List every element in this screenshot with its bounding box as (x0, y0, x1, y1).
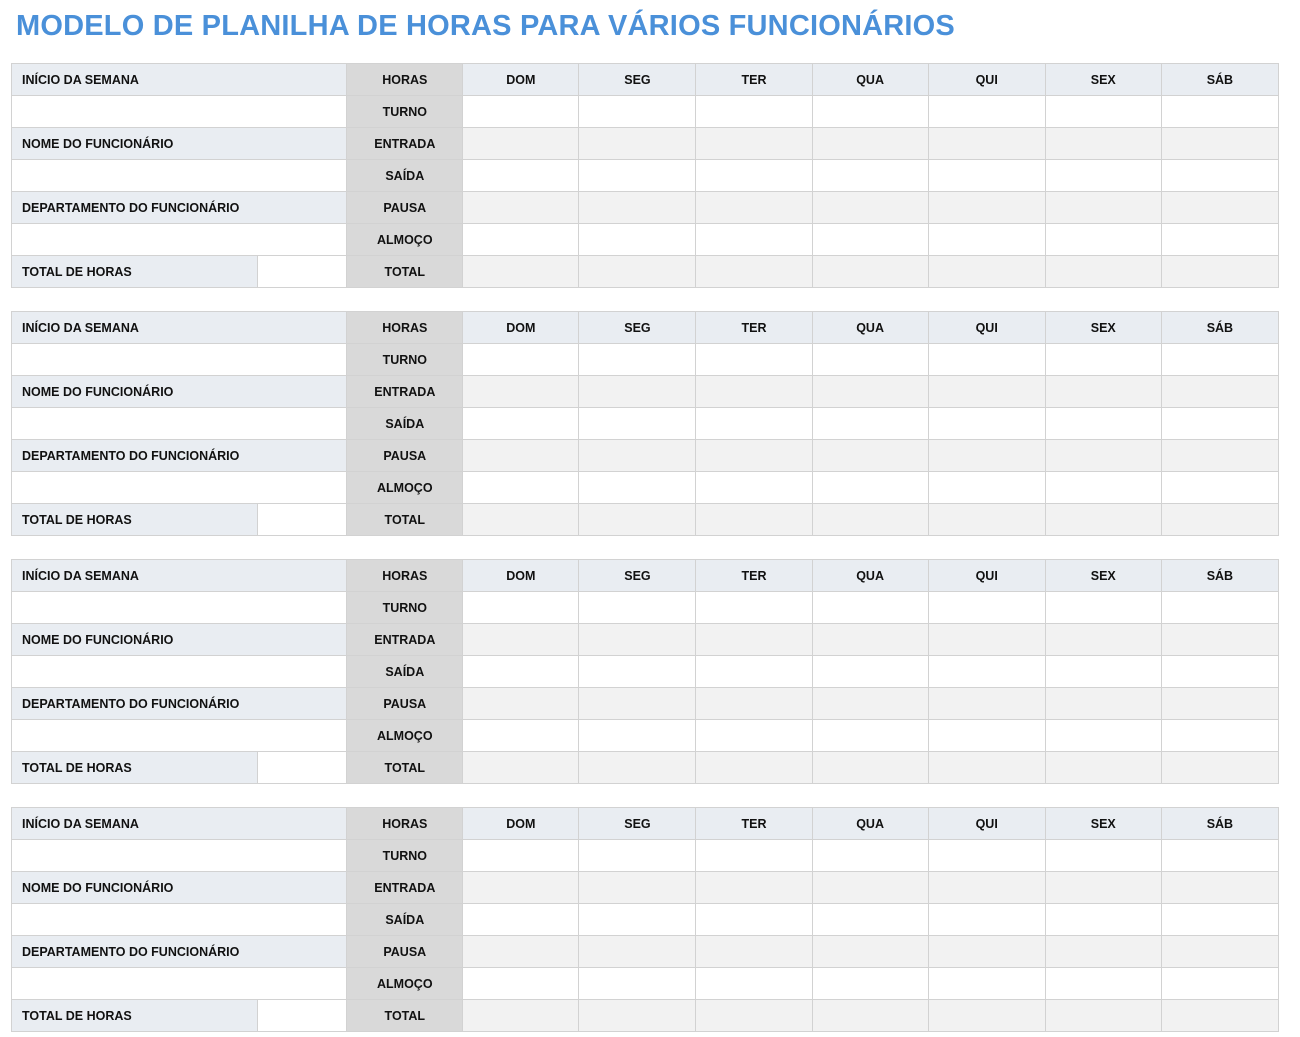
time-cell[interactable] (1161, 344, 1278, 376)
time-cell[interactable] (928, 624, 1045, 656)
time-cell[interactable] (579, 688, 696, 720)
time-cell[interactable] (928, 688, 1045, 720)
day-header: DOM (463, 560, 579, 592)
time-cell[interactable] (1045, 968, 1161, 1000)
employee-name-field[interactable] (12, 656, 347, 688)
time-cell[interactable] (463, 128, 579, 160)
day-header: SÁB (1161, 64, 1278, 96)
time-cell[interactable] (1045, 752, 1161, 784)
time-cell[interactable] (463, 1000, 579, 1032)
table-row (12, 904, 1279, 936)
row-label-6: TOTAL (347, 1000, 463, 1032)
day-header: QUI (928, 312, 1045, 344)
time-cell[interactable] (1045, 160, 1161, 192)
time-cell[interactable] (696, 128, 812, 160)
time-cell[interactable] (812, 592, 928, 624)
time-cell[interactable] (812, 256, 928, 288)
time-cell[interactable] (463, 256, 579, 288)
time-cell[interactable] (696, 840, 812, 872)
row-label-5: ALMOÇO (347, 472, 463, 504)
employee-department-field[interactable] (12, 472, 347, 504)
row-label-3: SAÍDA (347, 904, 463, 936)
time-cell[interactable] (463, 344, 579, 376)
table-row (12, 872, 1279, 904)
employee-name-label: NOME DO FUNCIONÁRIO (12, 872, 347, 904)
row-label-6: TOTAL (347, 752, 463, 784)
row-label-5: ALMOÇO (347, 224, 463, 256)
day-header: SEG (579, 312, 696, 344)
day-header: DOM (463, 808, 579, 840)
time-cell[interactable] (696, 720, 812, 752)
time-cell[interactable] (579, 656, 696, 688)
time-cell[interactable] (928, 904, 1045, 936)
day-header: TER (696, 64, 812, 96)
time-cell[interactable] (696, 472, 812, 504)
table-row (12, 720, 1279, 752)
time-cell[interactable] (1161, 872, 1278, 904)
time-cell[interactable] (463, 840, 579, 872)
day-header: QUA (812, 64, 928, 96)
time-cell[interactable] (928, 656, 1045, 688)
time-cell[interactable] (812, 344, 928, 376)
time-cell[interactable] (579, 872, 696, 904)
time-cell[interactable] (1161, 688, 1278, 720)
time-cell[interactable] (579, 192, 696, 224)
table-row (12, 96, 1279, 128)
time-cell[interactable] (696, 376, 812, 408)
row-label-4: PAUSA (347, 688, 463, 720)
row-label-3: SAÍDA (347, 160, 463, 192)
timesheet-block (11, 63, 1279, 288)
time-cell[interactable] (463, 968, 579, 1000)
time-cell[interactable] (579, 592, 696, 624)
row-label-0: HORAS (347, 808, 463, 840)
time-cell[interactable] (579, 624, 696, 656)
time-cell[interactable] (1161, 968, 1278, 1000)
time-cell[interactable] (579, 472, 696, 504)
time-cell[interactable] (928, 504, 1045, 536)
row-label-2: ENTRADA (347, 624, 463, 656)
row-label-3: SAÍDA (347, 408, 463, 440)
time-cell[interactable] (812, 720, 928, 752)
time-cell[interactable] (1045, 256, 1161, 288)
time-cell[interactable] (696, 688, 812, 720)
time-cell[interactable] (928, 160, 1045, 192)
time-cell[interactable] (463, 408, 579, 440)
table-row (12, 752, 1279, 784)
time-cell[interactable] (696, 624, 812, 656)
table-row (12, 472, 1279, 504)
time-cell[interactable] (928, 968, 1045, 1000)
table-row (12, 624, 1279, 656)
time-cell[interactable] (463, 656, 579, 688)
time-cell[interactable] (1161, 656, 1278, 688)
time-cell[interactable] (696, 504, 812, 536)
week-start-label: INÍCIO DA SEMANA (12, 560, 347, 592)
time-cell[interactable] (928, 840, 1045, 872)
table-row (12, 840, 1279, 872)
time-cell[interactable] (1045, 192, 1161, 224)
table-row (12, 560, 1279, 592)
time-cell[interactable] (696, 224, 812, 256)
time-cell[interactable] (696, 256, 812, 288)
day-header: SEX (1045, 560, 1161, 592)
time-cell[interactable] (928, 936, 1045, 968)
table-row (12, 968, 1279, 1000)
day-header: TER (696, 560, 812, 592)
time-cell[interactable] (1161, 1000, 1278, 1032)
table-row (12, 688, 1279, 720)
employee-department-label: DEPARTAMENTO DO FUNCIONÁRIO (12, 440, 347, 472)
row-label-1: TURNO (347, 96, 463, 128)
time-cell[interactable] (812, 472, 928, 504)
time-cell[interactable] (1045, 840, 1161, 872)
time-cell[interactable] (696, 1000, 812, 1032)
time-cell[interactable] (579, 376, 696, 408)
time-cell[interactable] (579, 224, 696, 256)
time-cell[interactable] (1045, 904, 1161, 936)
table-row (12, 936, 1279, 968)
time-cell[interactable] (812, 840, 928, 872)
time-cell[interactable] (696, 192, 812, 224)
time-cell[interactable] (463, 440, 579, 472)
time-cell[interactable] (1045, 624, 1161, 656)
day-header: SEX (1045, 808, 1161, 840)
time-cell[interactable] (928, 592, 1045, 624)
row-label-4: PAUSA (347, 440, 463, 472)
time-cell[interactable] (812, 96, 928, 128)
time-cell[interactable] (696, 408, 812, 440)
time-cell[interactable] (1045, 720, 1161, 752)
time-cell[interactable] (812, 936, 928, 968)
time-cell[interactable] (928, 752, 1045, 784)
day-header: SÁB (1161, 808, 1278, 840)
table-row (12, 192, 1279, 224)
time-cell[interactable] (1045, 872, 1161, 904)
time-cell[interactable] (1161, 904, 1278, 936)
time-cell[interactable] (463, 160, 579, 192)
time-cell[interactable] (812, 752, 928, 784)
time-cell[interactable] (1045, 656, 1161, 688)
time-cell[interactable] (579, 752, 696, 784)
time-cell[interactable] (812, 656, 928, 688)
time-cell[interactable] (1161, 408, 1278, 440)
table-row (12, 312, 1279, 344)
time-cell[interactable] (928, 344, 1045, 376)
row-label-1: TURNO (347, 344, 463, 376)
time-cell[interactable] (579, 440, 696, 472)
table-row (12, 160, 1279, 192)
time-cell[interactable] (928, 256, 1045, 288)
table-row (12, 1000, 1279, 1032)
day-header: SEX (1045, 312, 1161, 344)
time-cell[interactable] (928, 720, 1045, 752)
time-cell[interactable] (696, 96, 812, 128)
employee-department-label: DEPARTAMENTO DO FUNCIONÁRIO (12, 192, 347, 224)
table-row (12, 256, 1279, 288)
row-label-1: TURNO (347, 840, 463, 872)
time-cell[interactable] (1161, 840, 1278, 872)
table-row (12, 656, 1279, 688)
total-hours-field[interactable] (258, 1000, 347, 1032)
day-header: QUI (928, 64, 1045, 96)
time-cell[interactable] (812, 688, 928, 720)
employee-name-field[interactable] (12, 160, 347, 192)
time-cell[interactable] (463, 936, 579, 968)
time-cell[interactable] (1161, 504, 1278, 536)
time-cell[interactable] (928, 1000, 1045, 1032)
time-cell[interactable] (579, 344, 696, 376)
time-cell[interactable] (463, 872, 579, 904)
time-cell[interactable] (928, 96, 1045, 128)
week-start-field[interactable] (12, 592, 347, 624)
day-header: QUA (812, 808, 928, 840)
time-cell[interactable] (696, 752, 812, 784)
week-start-label: INÍCIO DA SEMANA (12, 808, 347, 840)
time-cell[interactable] (1161, 752, 1278, 784)
time-cell[interactable] (696, 592, 812, 624)
time-cell[interactable] (463, 96, 579, 128)
time-cell[interactable] (1045, 344, 1161, 376)
row-label-5: ALMOÇO (347, 968, 463, 1000)
time-cell[interactable] (1161, 128, 1278, 160)
time-cell[interactable] (696, 344, 812, 376)
table-row (12, 408, 1279, 440)
time-cell[interactable] (1045, 504, 1161, 536)
employee-name-label: NOME DO FUNCIONÁRIO (12, 376, 347, 408)
row-label-6: TOTAL (347, 504, 463, 536)
table-row (12, 344, 1279, 376)
week-start-label: INÍCIO DA SEMANA (12, 312, 347, 344)
time-cell[interactable] (463, 224, 579, 256)
time-cell[interactable] (1161, 192, 1278, 224)
table-row (12, 440, 1279, 472)
day-header: TER (696, 312, 812, 344)
time-cell[interactable] (463, 720, 579, 752)
week-start-label: INÍCIO DA SEMANA (12, 64, 347, 96)
time-cell[interactable] (463, 688, 579, 720)
time-cell[interactable] (1161, 592, 1278, 624)
time-cell[interactable] (1161, 256, 1278, 288)
timesheet-block (11, 807, 1279, 1032)
time-cell[interactable] (696, 160, 812, 192)
time-cell[interactable] (579, 256, 696, 288)
row-label-4: PAUSA (347, 192, 463, 224)
table-row (12, 504, 1279, 536)
row-label-4: PAUSA (347, 936, 463, 968)
time-cell[interactable] (579, 936, 696, 968)
day-header: TER (696, 808, 812, 840)
time-cell[interactable] (463, 504, 579, 536)
time-cell[interactable] (812, 968, 928, 1000)
day-header: SÁB (1161, 312, 1278, 344)
time-cell[interactable] (812, 440, 928, 472)
time-cell[interactable] (579, 968, 696, 1000)
time-cell[interactable] (812, 504, 928, 536)
time-cell[interactable] (812, 872, 928, 904)
day-header: SEG (579, 64, 696, 96)
time-cell[interactable] (463, 376, 579, 408)
time-cell[interactable] (1161, 624, 1278, 656)
row-label-6: TOTAL (347, 256, 463, 288)
total-hours-field[interactable] (258, 504, 347, 536)
page-title: MODELO DE PLANILHA DE HORAS PARA VÁRIOS FUNCIONÁRIOS (16, 10, 955, 42)
time-cell[interactable] (579, 904, 696, 936)
time-cell[interactable] (812, 192, 928, 224)
total-hours-label: TOTAL DE HORAS (12, 504, 258, 536)
total-hours-label: TOTAL DE HORAS (12, 1000, 258, 1032)
day-header: QUA (812, 560, 928, 592)
row-label-2: ENTRADA (347, 128, 463, 160)
day-header: QUI (928, 808, 1045, 840)
week-start-field[interactable] (12, 344, 347, 376)
row-label-0: HORAS (347, 64, 463, 96)
time-cell[interactable] (579, 720, 696, 752)
day-header: SEG (579, 560, 696, 592)
time-cell[interactable] (579, 408, 696, 440)
time-cell[interactable] (1161, 440, 1278, 472)
table-row (12, 808, 1279, 840)
time-cell[interactable] (812, 624, 928, 656)
week-start-field[interactable] (12, 96, 347, 128)
time-cell[interactable] (928, 128, 1045, 160)
time-cell[interactable] (1045, 376, 1161, 408)
day-header: SÁB (1161, 560, 1278, 592)
time-cell[interactable] (1045, 1000, 1161, 1032)
day-header: DOM (463, 312, 579, 344)
time-cell[interactable] (1161, 96, 1278, 128)
table-row (12, 64, 1279, 96)
timesheet-block (11, 559, 1279, 784)
row-label-5: ALMOÇO (347, 720, 463, 752)
time-cell[interactable] (579, 160, 696, 192)
employee-name-label: NOME DO FUNCIONÁRIO (12, 624, 347, 656)
time-cell[interactable] (928, 440, 1045, 472)
time-cell[interactable] (696, 968, 812, 1000)
row-label-2: ENTRADA (347, 872, 463, 904)
time-cell[interactable] (812, 128, 928, 160)
time-cell[interactable] (579, 504, 696, 536)
time-cell[interactable] (1045, 472, 1161, 504)
total-hours-field[interactable] (258, 752, 347, 784)
row-label-0: HORAS (347, 312, 463, 344)
day-header: SEG (579, 808, 696, 840)
employee-department-field[interactable] (12, 968, 347, 1000)
employee-name-field[interactable] (12, 408, 347, 440)
time-cell[interactable] (696, 656, 812, 688)
table-row (12, 592, 1279, 624)
day-header: QUI (928, 560, 1045, 592)
time-cell[interactable] (463, 752, 579, 784)
table-row (12, 128, 1279, 160)
time-cell[interactable] (928, 872, 1045, 904)
row-label-3: SAÍDA (347, 656, 463, 688)
time-cell[interactable] (1045, 128, 1161, 160)
table-row (12, 224, 1279, 256)
timesheet-block (11, 311, 1279, 536)
time-cell[interactable] (812, 376, 928, 408)
time-cell[interactable] (579, 128, 696, 160)
table-row (12, 376, 1279, 408)
time-cell[interactable] (463, 904, 579, 936)
time-cell[interactable] (812, 160, 928, 192)
time-cell[interactable] (1161, 160, 1278, 192)
time-cell[interactable] (696, 440, 812, 472)
time-cell[interactable] (579, 96, 696, 128)
time-cell[interactable] (928, 472, 1045, 504)
time-cell[interactable] (1045, 96, 1161, 128)
time-cell[interactable] (928, 376, 1045, 408)
time-cell[interactable] (1045, 440, 1161, 472)
time-cell[interactable] (1161, 472, 1278, 504)
employee-name-label: NOME DO FUNCIONÁRIO (12, 128, 347, 160)
time-cell[interactable] (696, 904, 812, 936)
time-cell[interactable] (463, 192, 579, 224)
employee-department-field[interactable] (12, 720, 347, 752)
time-cell[interactable] (463, 624, 579, 656)
time-cell[interactable] (696, 936, 812, 968)
time-cell[interactable] (1045, 936, 1161, 968)
time-cell[interactable] (1045, 224, 1161, 256)
time-cell[interactable] (579, 840, 696, 872)
time-cell[interactable] (812, 224, 928, 256)
employee-name-field[interactable] (12, 904, 347, 936)
day-header: SEX (1045, 64, 1161, 96)
time-cell[interactable] (928, 224, 1045, 256)
total-hours-label: TOTAL DE HORAS (12, 256, 258, 288)
row-label-0: HORAS (347, 560, 463, 592)
time-cell[interactable] (1045, 688, 1161, 720)
time-cell[interactable] (1161, 224, 1278, 256)
employee-department-label: DEPARTAMENTO DO FUNCIONÁRIO (12, 688, 347, 720)
time-cell[interactable] (1045, 408, 1161, 440)
time-cell[interactable] (463, 592, 579, 624)
employee-department-label: DEPARTAMENTO DO FUNCIONÁRIO (12, 936, 347, 968)
time-cell[interactable] (696, 872, 812, 904)
time-cell[interactable] (812, 904, 928, 936)
total-hours-field[interactable] (258, 256, 347, 288)
day-header: QUA (812, 312, 928, 344)
time-cell[interactable] (1161, 720, 1278, 752)
row-label-2: ENTRADA (347, 376, 463, 408)
row-label-1: TURNO (347, 592, 463, 624)
total-hours-label: TOTAL DE HORAS (12, 752, 258, 784)
time-cell[interactable] (579, 1000, 696, 1032)
week-start-field[interactable] (12, 840, 347, 872)
day-header: DOM (463, 64, 579, 96)
employee-department-field[interactable] (12, 224, 347, 256)
time-cell[interactable] (463, 472, 579, 504)
time-cell[interactable] (928, 192, 1045, 224)
time-cell[interactable] (928, 408, 1045, 440)
time-cell[interactable] (1045, 592, 1161, 624)
time-cell[interactable] (1161, 376, 1278, 408)
time-cell[interactable] (1161, 936, 1278, 968)
time-cell[interactable] (812, 408, 928, 440)
time-cell[interactable] (812, 1000, 928, 1032)
